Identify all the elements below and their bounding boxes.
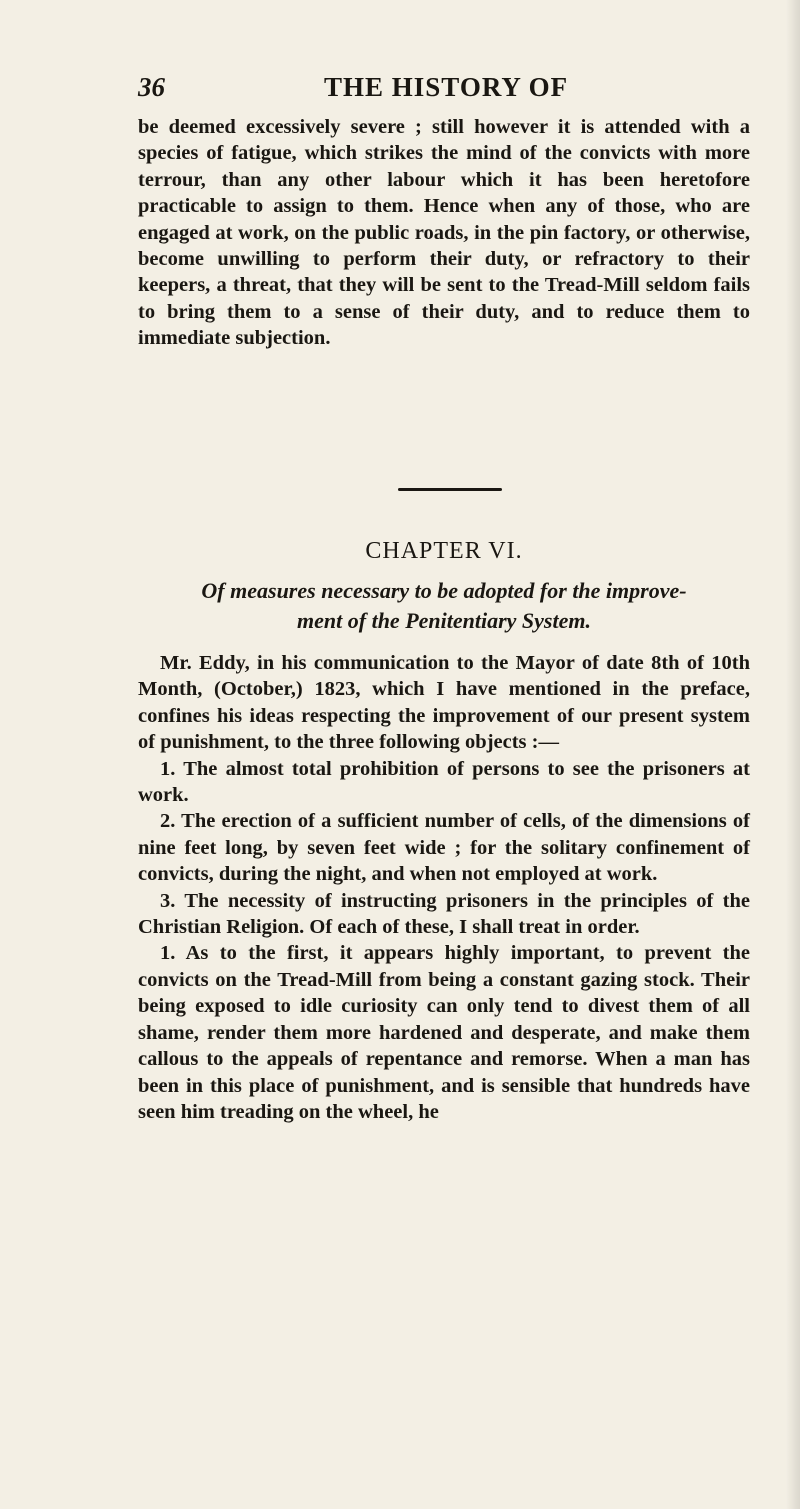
running-head-title: THE HISTORY OF [324, 72, 569, 102]
paragraph-first-discussion: 1. As to the first, it appears highly important, to prevent the convicts on the Tread-Mill from being a constant gazing stock. Their being exposed to idle curiosity can only tend to divest them of all shame, render them more hardened and desperate, and make them callous to the appeals of repentance and remorse. When a man has been in this place of punishment, and is sensible that hundreds have seen him treading on the wheel, he [138, 942, 750, 1123]
chapter-subtitle [138, 576, 750, 636]
page-edge-shadow [786, 0, 800, 1509]
paragraph-item-2: 2. The erection of a sufficient number of cells, of the dimensions of nine feet long, by seven feet wide ; for the solitary confinement of convicts, during the night, and when not employed at work. [138, 810, 750, 886]
chapter-title: CHAPTER VI. [365, 538, 523, 564]
chapter-subtitle-line-2: ment of the Penitentiary System. [297, 608, 591, 633]
top-paragraph: be deemed excessively severe ; still however it is attended with a species of fatigue, which strikes the mind of the convicts with more terrour, than any other labour which it has been heretofore practicable to assign to them. Hence when any of those, who are engaged at work, on the public roads, in the pin factory, or otherwise, become unwilling to perform their duty, or refractory to their keepers, a threat, that they will be sent to the Tread-Mill seldom fails to bring them to a sense of their duty, and to reduce them to immediate subjection. [138, 116, 750, 350]
chapter-divider-rule [398, 488, 502, 491]
page-number: 36 [138, 72, 165, 102]
paragraph-item-1: 1. The almost total prohibition of persons to see the prisoners at work. [138, 757, 750, 807]
running-head [138, 72, 738, 112]
chapter-body [138, 650, 750, 1125]
chapter-subtitle-line-1: Of measures necessary to be adopted for the improve- [201, 578, 687, 603]
paragraph-item-3: 3. The necessity of instructing prisoners in the principles of the Christian Religion. Of each of these, I shall treat in order. [138, 889, 750, 939]
paragraph-intro: Mr. Eddy, in his communication to the Mayor of date 8th of 10th Month, (October,) 1823, which I have mentioned in the preface, confines his ideas respecting the improvement of our present system of punishment, to the three following objects :— [138, 652, 750, 754]
top-paragraph-block [138, 114, 750, 352]
